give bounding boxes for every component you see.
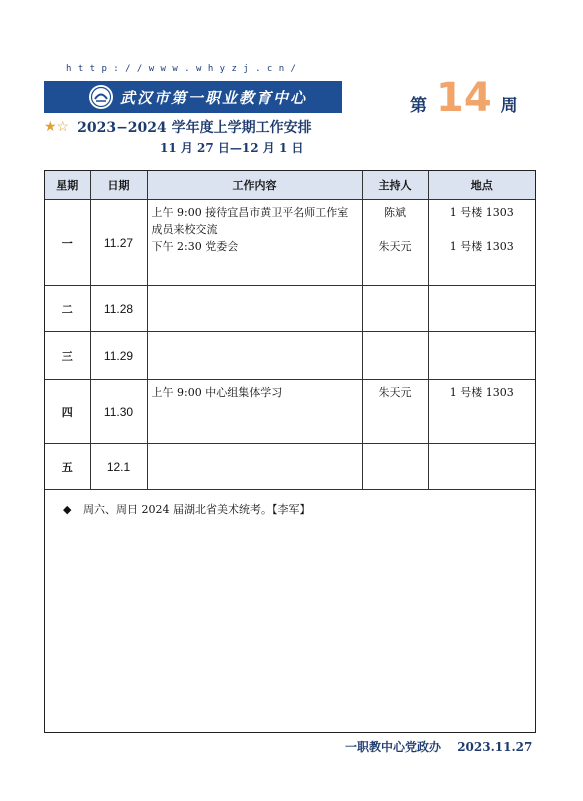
place-cell [428,286,535,332]
header-place: 地点 [428,171,535,200]
weekday-cell: 三 [45,332,90,380]
footer-date: 2023.11.27 [457,740,533,754]
content-cell [147,200,362,286]
week-indicator [410,75,518,121]
host-cell [362,286,428,332]
place-line: 1 号楼 1303 [449,240,514,253]
schedule-sheet [44,170,536,733]
week-prefix: 第 [410,96,427,116]
weekday-cell: 四 [45,380,90,444]
host-line: 陈斌 [384,206,406,219]
content-cell [147,332,362,380]
table-header-row [45,171,535,200]
page-title: 2023−2024 学年度上学期工作安排 [77,120,312,136]
footer-department: 一职教中心党政办 [345,740,442,754]
date-cell: 11.30 [90,380,147,444]
content-cell [147,380,362,444]
schedule-table [45,171,535,490]
header-date: 日期 [90,171,147,200]
table-row [45,286,535,332]
weekday-cell: 二 [45,286,90,332]
place-line: 1 号楼 1303 [449,386,514,399]
host-line: 朱天元 [378,386,412,399]
table-row [45,444,535,490]
star-icons: ★☆ [44,119,70,135]
table-row [45,332,535,380]
diamond-bullet-icon: ◆ [63,503,72,516]
place-cell [428,200,535,286]
content-line: 上午 9:00 接待宜昌市黄卫平名师工作室成员来校交流 [151,206,349,236]
week-suffix: 周 [500,96,518,116]
weekday-cell: 五 [45,444,90,490]
org-name: 武汉市第一职业教育中心 [120,88,308,107]
weekday-cell: 一 [45,200,90,286]
table-row [45,200,535,286]
header-content: 工作内容 [147,171,362,200]
host-cell [362,200,428,286]
content-cell [147,444,362,490]
week-number: 14 [436,75,492,121]
weekend-note [63,501,310,517]
org-banner [44,81,342,113]
place-line: 1 号楼 1303 [449,206,514,219]
date-range: 11 月 27 日—12 月 1 日 [160,141,304,155]
host-line: 朱天元 [378,240,412,253]
place-cell [428,380,535,444]
host-cell [362,444,428,490]
host-cell [362,332,428,380]
header-host: 主持人 [362,171,428,200]
website-url: http://www.whyzj.cn/ [66,64,303,74]
note-text: 周六、周日 2024 届湖北省美术统考。【李军】 [82,503,311,516]
place-cell [428,332,535,380]
date-cell: 12.1 [90,444,147,490]
table-row [45,380,535,444]
school-logo-icon [88,84,114,110]
content-line: 上午 9:00 中心组集体学习 [151,386,283,399]
host-cell [362,380,428,444]
footer [345,738,532,755]
header-weekday: 星期 [45,171,90,200]
place-cell [428,444,535,490]
content-line: 下午 2:30 党委会 [151,240,239,253]
date-cell: 11.29 [90,332,147,380]
date-cell: 11.28 [90,286,147,332]
content-cell [147,286,362,332]
date-cell: 11.27 [90,200,147,286]
page-title-row [44,117,312,137]
